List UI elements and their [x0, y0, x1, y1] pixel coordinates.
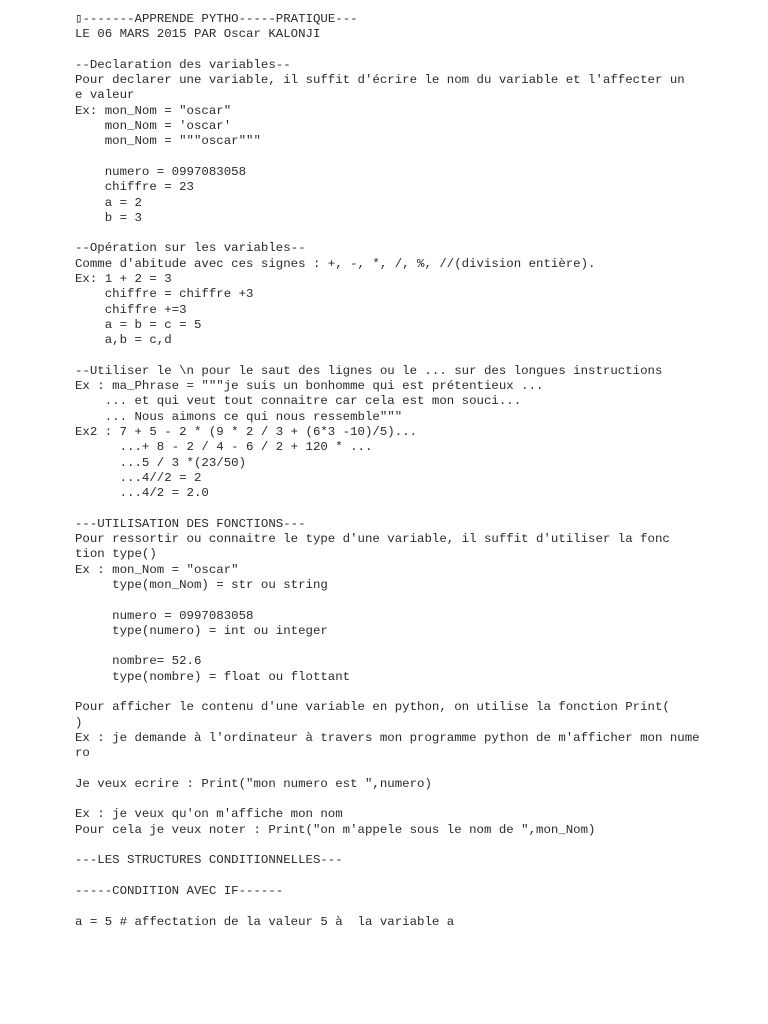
text-line: type(nombre) = float ou flottant	[75, 669, 351, 684]
text-line	[75, 226, 755, 241]
text-line: --Opération sur les variables--	[75, 241, 306, 256]
text-line: Ex2 : 7 + 5 - 2 * (9 * 2 / 3 + (6*3 -10)/5)...	[75, 425, 418, 440]
text-line: Ex: 1 + 2 = 3	[75, 272, 172, 287]
text-line: ---LES STRUCTURES CONDITIONNELLES---	[75, 853, 343, 868]
text-line: numero = 0997083058	[75, 608, 254, 623]
text-line: b = 3	[75, 210, 142, 225]
text-line: chiffre +=3	[75, 302, 187, 317]
text-line: type(mon_Nom) = str ou string	[75, 577, 328, 592]
text-line: Ex : ma_Phrase = """je suis un bonhomme qui est prétentieux ...	[75, 379, 544, 394]
text-line: Ex : je veux qu'on m'affiche mon nom	[75, 807, 343, 822]
text-line	[75, 349, 755, 364]
text-line	[75, 762, 755, 777]
text-line: e valeur	[75, 88, 135, 103]
text-line: ro	[75, 746, 90, 761]
text-line: nombre= 52.6	[75, 654, 202, 669]
text-line	[75, 869, 755, 884]
text-line: chiffre = 23	[75, 180, 194, 195]
text-line: Pour cela je veux noter : Print("on m'appele sous le nom de ",mon_Nom)	[75, 822, 596, 837]
text-line: tion type()	[75, 547, 157, 562]
text-line: -----CONDITION AVEC IF------	[75, 883, 284, 898]
text-line	[75, 899, 755, 914]
text-line: ...5 / 3 *(23/50)	[75, 455, 247, 470]
text-line: numero = 0997083058	[75, 164, 247, 179]
text-line: a = 2	[75, 195, 142, 210]
text-line: Ex: mon_Nom = "oscar"	[75, 103, 232, 118]
text-line: ... Nous aimons ce qui nous ressemble"""	[75, 409, 403, 424]
text-line: Pour declarer une variable, il suffit d'écrire le nom du variable et l'affecter un	[75, 73, 685, 88]
text-line: a,b = c,d	[75, 333, 172, 348]
text-line: mon_Nom = """oscar"""	[75, 134, 261, 149]
text-line	[75, 43, 755, 58]
text-line: ---UTILISATION DES FONCTIONS---	[75, 516, 306, 531]
text-line: chiffre = chiffre +3	[75, 287, 254, 302]
text-line: ▯-------APPRENDE PYTHO-----PRATIQUE---	[75, 12, 358, 26]
text-line	[75, 593, 755, 608]
text-line: --Utiliser le \n pour le saut des lignes ou le ... sur des longues instructions	[75, 363, 663, 378]
text-line	[75, 502, 755, 517]
text-line: ...+ 8 - 2 / 4 - 6 / 2 + 120 * ...	[75, 440, 373, 455]
text-line: LE 06 MARS 2015 PAR Oscar KALONJI	[75, 27, 321, 42]
text-line: Pour ressortir ou connaitre le type d'une variable, il suffit d'utiliser la fonc	[75, 532, 670, 547]
text-line: a = b = c = 5	[75, 317, 202, 332]
text-line	[75, 838, 755, 853]
text-line: ...4/2 = 2.0	[75, 486, 209, 501]
text-line: mon_Nom = 'oscar'	[75, 119, 232, 134]
text-line: Comme d'abitude avec ces signes : +, -, *, /, %, //(division entière).	[75, 256, 596, 271]
text-line: --Declaration des variables--	[75, 57, 291, 72]
text-line	[75, 639, 755, 654]
text-line	[75, 685, 755, 700]
text-line: )	[75, 715, 83, 730]
document-text	[75, 12, 755, 930]
text-line	[75, 150, 755, 165]
text-line	[75, 792, 755, 807]
text-line: Je veux ecrire : Print("mon numero est ",numero)	[75, 776, 432, 791]
text-line: ... et qui veut tout connaitre car cela est mon souci...	[75, 394, 522, 409]
text-line: Pour afficher le contenu d'une variable en python, on utilise la fonction Print(	[75, 700, 670, 715]
text-line: ...4//2 = 2	[75, 470, 202, 485]
text-line: Ex : je demande à l'ordinateur à travers mon programme python de m'afficher mon nume	[75, 730, 700, 745]
text-line: type(numero) = int ou integer	[75, 623, 328, 638]
text-line: a = 5 # affectation de la valeur 5 à la variable a	[75, 914, 455, 929]
text-line: Ex : mon_Nom = "oscar"	[75, 562, 239, 577]
